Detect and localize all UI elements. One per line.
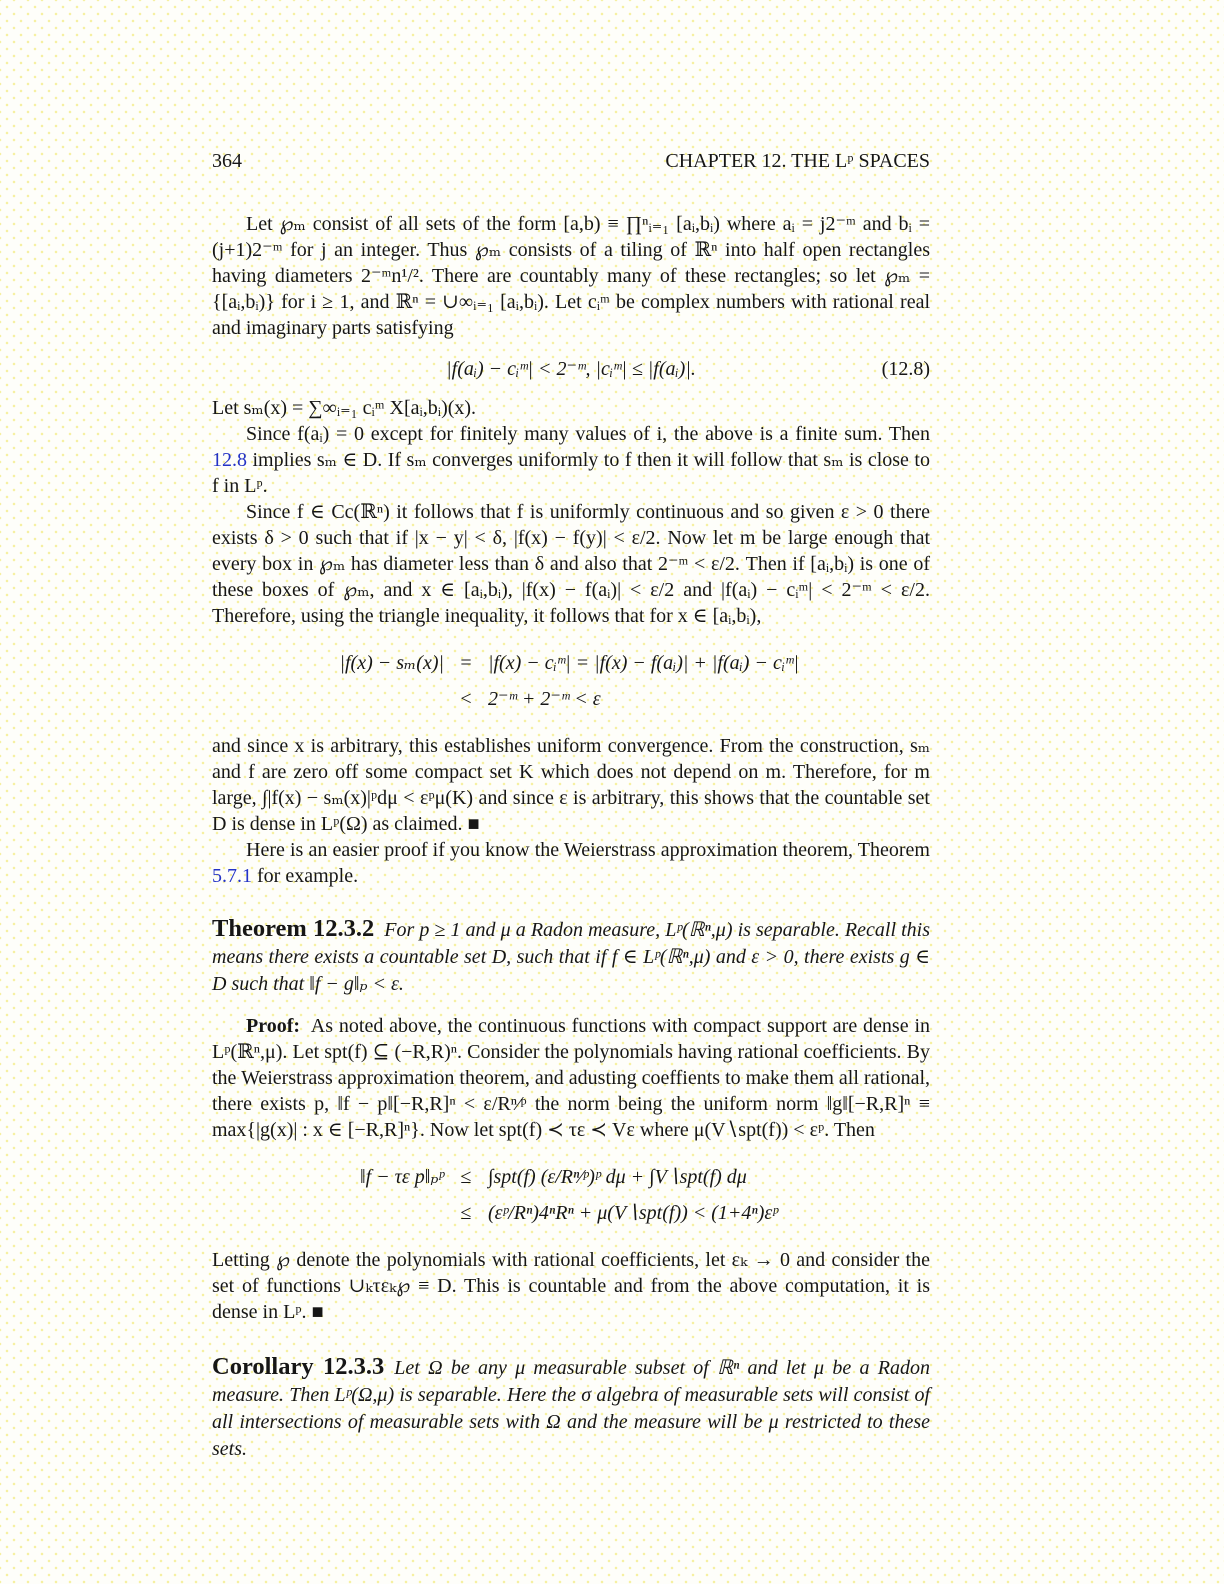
- paragraph-finite-sum: [212, 421, 930, 499]
- theorem-12-3-2: [212, 915, 930, 998]
- equation-relation: ≤: [460, 1202, 472, 1224]
- equation-rhs: (εᵖ/Rⁿ)4ⁿRⁿ + μ(V∖spt(f)) < (1+4ⁿ)εᵖ: [488, 1202, 778, 1224]
- paragraph-text: Since f(aᵢ) = 0 except for finitely many values of i, the above is a finite sum. Then: [246, 423, 930, 445]
- paragraph-intro: [212, 211, 930, 341]
- paragraph-text: Letting ℘ denote the polynomials with rational coefficients, let εₖ → 0 and consider the set of functions ∪ₖτεₖ℘ ≡ D. This is countable and from the above computation, it is dense in Lᵖ. ■: [212, 1249, 930, 1323]
- equation-row: [212, 681, 930, 717]
- equation-relation: <: [460, 688, 472, 710]
- running-header: [212, 150, 930, 173]
- equation-relation: =: [460, 652, 472, 674]
- page-content: [212, 150, 930, 1477]
- paragraph-text: Since f ∈ Cc(ℝⁿ) it follows that f is uniformly continuous and so given ε > 0 there exists δ > 0 such that if |x − y| < δ, |f(x) − f(y)| < ε/2. Now let m be large enough that every box in ℘ₘ has diameter less than δ and also that 2⁻ᵐ < ε/2. Then if [aᵢ,bᵢ) is one of these boxes of ℘ₘ, and x ∈ [aᵢ,bᵢ), |f(x) − f(aᵢ)| < ε/2 and |f(aᵢ) − cᵢᵐ| < 2⁻ᵐ < ε/2. Therefore, using the triangle inequality, it follows that for x ∈ [aᵢ,bᵢ),: [212, 501, 930, 627]
- paragraph-text: for example.: [252, 865, 359, 887]
- equation-12-8: [212, 356, 930, 382]
- theorem-heading: Theorem 12.3.2: [212, 915, 375, 942]
- paragraph-text: Let sₘ(x) = ∑∞ᵢ₌₁ cᵢᵐ X[aᵢ,bᵢ)(x).: [212, 397, 477, 419]
- corollary-heading: Corollary 12.3.3: [212, 1353, 385, 1380]
- paragraph-text: implies sₘ ∈ D. If sₘ converges uniformly to f then it will follow that sₘ is close to f in Lᵖ.: [212, 449, 930, 497]
- paragraph-text: Here is an easier proof if you know the Weierstrass approximation theorem, Theorem: [246, 839, 930, 861]
- ref-link-5-7-1[interactable]: 5.7.1: [212, 865, 252, 887]
- equation-row: [212, 645, 930, 681]
- equation-rhs: ∫spt(f) (ε/Rⁿ⁄ᵖ)ᵖ dμ + ∫V∖spt(f) dμ: [488, 1166, 747, 1188]
- corollary-statement: Let Ω be any μ measurable subset of ℝⁿ and let μ be a Radon measure. Then Lᵖ(Ω,μ) is separable. Here the σ algebra of measurable sets will consist of all intersections of measurable sets with Ω and the measure will be μ restricted to these sets.: [212, 1357, 930, 1460]
- paragraph-text: Let ℘ₘ consist of all sets of the form [a,b) ≡ ∏ⁿᵢ₌₁ [aᵢ,bᵢ) where aᵢ = j2⁻ᵐ and bᵢ = (j+1)2⁻ᵐ for j an integer. Thus ℘ₘ consists of a tiling of ℝⁿ into half open rectangles having diameters 2⁻ᵐn¹/². There are countably many of these rectangles; so let ℘ₘ = {[aᵢ,bᵢ)} for i ≥ 1, and ℝⁿ = ∪∞ᵢ₌₁ [aᵢ,bᵢ). Let cᵢᵐ be complex numbers with rational real and imaginary parts satisfying: [212, 213, 930, 339]
- chapter-header: CHAPTER 12. THE Lᵖ SPACES: [665, 150, 930, 172]
- theorem-statement: For p ≥ 1 and μ a Radon measure, Lᵖ(ℝⁿ,μ) is separable. Recall this means there exists a countable set D, such that if f ∈ Lᵖ(ℝⁿ,μ) and ε > 0, there exists g ∈ D such that ‖f − g‖ₚ < ε.: [212, 919, 930, 995]
- aligned-equation-triangle-inequality: [212, 645, 930, 717]
- corollary-12-3-3: [212, 1353, 930, 1463]
- equation-rhs: 2⁻ᵐ + 2⁻ᵐ < ε: [488, 688, 601, 710]
- equation-rhs: |f(x) − cᵢᵐ| = |f(x) − f(aᵢ)| + |f(aᵢ) − cᵢᵐ|: [488, 652, 799, 674]
- equation-lhs: [212, 1195, 444, 1231]
- paragraph-text: and since x is arbitrary, this establishes uniform convergence. From the construction, sₘ and f are zero off some compact set K which does not depend on m. Therefore, for m large, ∫|f(x) − sₘ(x)|ᵖdμ < εᵖμ(K) and since ε is arbitrary, this shows that the countable set D is dense in Lᵖ(Ω) as claimed. ■: [212, 735, 930, 835]
- equation-relation: ≤: [460, 1166, 472, 1188]
- equation-body: |f(aᵢ) − cᵢᵐ| < 2⁻ᵐ, |cᵢᵐ| ≤ |f(aᵢ)|.: [446, 358, 696, 380]
- paragraph-sm-definition: [212, 395, 930, 421]
- page-number: 364: [212, 150, 242, 172]
- paragraph-uniform-convergence: [212, 733, 930, 837]
- equation-row: [212, 1159, 930, 1195]
- aligned-equation-norm-estimate: [212, 1159, 930, 1231]
- paragraph-easier-proof: [212, 837, 930, 889]
- paragraph-countable-dense: [212, 1247, 930, 1325]
- equation-tag: (12.8): [881, 358, 930, 380]
- equation-lhs: |f(x) − sₘ(x)|: [339, 652, 444, 674]
- paragraph-uniform-continuity: [212, 499, 930, 629]
- equation-lhs: ‖f − τε p‖ₚᵖ: [360, 1166, 444, 1188]
- paragraph-text: As noted above, the continuous functions with compact support are dense in Lᵖ(ℝⁿ,μ). Let spt(f) ⊆ (−R,R)ⁿ. Consider the polynomials having rational coefficients. By the Weierstrass approximation theorem, and adusting coeffients to make them all rational, there exists p, ‖f − p‖[−R,R]ⁿ < ε/Rⁿ⁄ᵖ the norm being the uniform norm ‖g‖[−R,R]ⁿ ≡ max{|g(x)| : x ∈ [−R,R]ⁿ}. Now let spt(f) ≺ τε ≺ Vε where μ(V∖spt(f)) < εᵖ. Then: [212, 1015, 930, 1141]
- equation-row: [212, 1195, 930, 1231]
- proof-paragraph: [212, 1013, 930, 1143]
- ref-link-12-8[interactable]: 12.8: [212, 449, 247, 471]
- proof-label: Proof:: [246, 1015, 301, 1037]
- equation-lhs: [212, 681, 444, 717]
